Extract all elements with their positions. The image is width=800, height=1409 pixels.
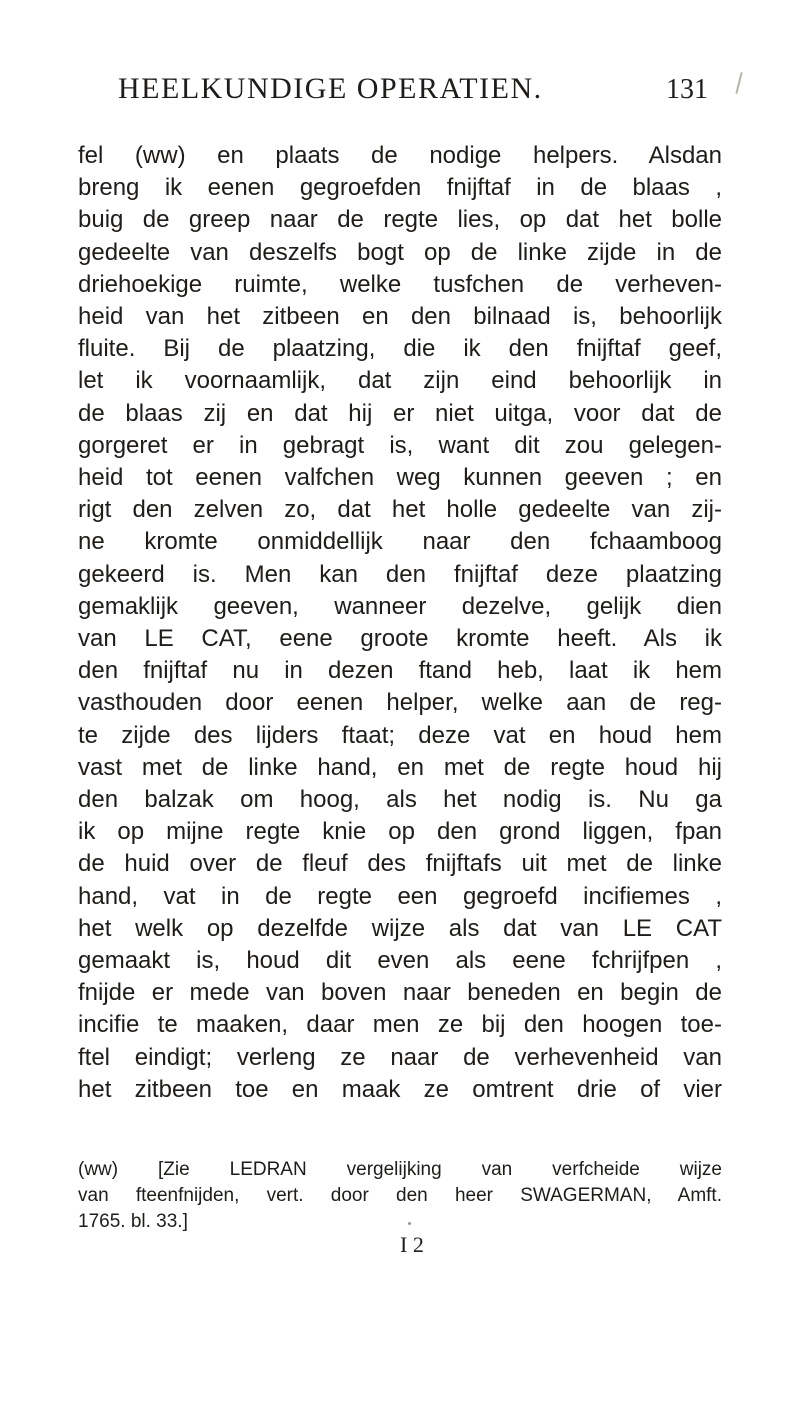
body-text xyxy=(78,140,722,1106)
running-head xyxy=(118,72,708,112)
text-line: den fnijftaf nu in dezen ftand heb, laat ik hem xyxy=(78,657,722,685)
text-line: fluite. Bij de plaatzing, die ik den fnijftaf geef, xyxy=(78,335,722,363)
text-line: het zitbeen toe en maak ze omtrent drie of vier xyxy=(78,1075,722,1103)
footnote-line: van fteenfnijden, vert. door den heer SWAGERMAN, Amft. xyxy=(78,1185,722,1206)
page-mark xyxy=(735,72,742,94)
text-line: heid tot eenen valfchen weg kunnen geeven ; en xyxy=(78,464,722,492)
text-line: heid van het zitbeen en den bilnaad is, behoorlijk xyxy=(78,303,722,331)
text-line: gemaklijk geeven, wanneer dezelve, gelijk dien xyxy=(78,592,722,620)
footnote xyxy=(78,1157,722,1235)
text-line: fnijde er mede van boven naar beneden en begin de xyxy=(78,979,722,1007)
text-line: gedeelte van deszelfs bogt op de linke zijde in de xyxy=(78,238,722,266)
text-line: gemaakt is, houd dit even als eene fchrijfpen , xyxy=(78,947,722,975)
text-line: den balzak om hoog, als het nodig is. Nu ga xyxy=(78,786,722,814)
text-line: let ik voornaamlijk, dat zijn eind behoorlijk in xyxy=(78,367,722,395)
text-line: incifie te maaken, daar men ze bij den hoogen toe- xyxy=(78,1011,722,1039)
text-line: driehoekige ruimte, welke tusfchen de verheven- xyxy=(78,270,722,298)
footnote-line: (ww) [Zie LEDRAN vergelijking van verfcheide wijze xyxy=(78,1159,722,1180)
text-line: fel (ww) en plaats de nodige helpers. Alsdan xyxy=(78,142,722,169)
text-line: ftel eindigt; verleng ze naar de verhevenheid van xyxy=(78,1043,722,1071)
text-line: de blaas zij en dat hij er niet uitga, voor dat de xyxy=(78,399,722,427)
page-number: 131 xyxy=(666,74,708,105)
signature-mark: I 2 xyxy=(400,1232,424,1257)
text-line: hand, vat in de regte een gegroefd incifiemes , xyxy=(78,882,722,910)
text-line: rigt den zelven zo, dat het holle gedeelte van zij- xyxy=(78,496,722,524)
text-line: te zijde des lijders ftaat; deze vat en houd hem xyxy=(78,721,722,749)
text-line: vasthouden door eenen helper, welke aan de reg- xyxy=(78,689,722,717)
running-title: HEELKUNDIGE OPERATIEN. xyxy=(118,72,543,105)
text-line: de huid over de fleuf des fnijftafs uit met de linke xyxy=(78,850,722,878)
text-line: vast met de linke hand, en met de regte houd hij xyxy=(78,753,722,781)
ink-speck xyxy=(408,1222,411,1225)
text-line: van LE CAT, eene groote kromte heeft. Als ik xyxy=(78,625,722,653)
text-line: ne kromte onmiddellijk naar den fchaamboog xyxy=(78,528,722,556)
text-line: het welk op dezelfde wijze als dat van LE CAT xyxy=(78,914,722,942)
text-line: ik op mijne regte knie op den grond liggen, fpan xyxy=(78,818,722,846)
text-line: gekeerd is. Men kan den fnijftaf deze plaatzing xyxy=(78,560,722,588)
text-line: gorgeret er in gebragt is, want dit zou gelegen- xyxy=(78,431,722,459)
text-line: breng ik eenen gegroefden fnijftaf in de blaas , xyxy=(78,174,722,202)
text-line: buig de greep naar de regte lies, op dat het bolle xyxy=(78,206,722,234)
footnote-line: 1765. bl. 33.] xyxy=(78,1211,188,1232)
